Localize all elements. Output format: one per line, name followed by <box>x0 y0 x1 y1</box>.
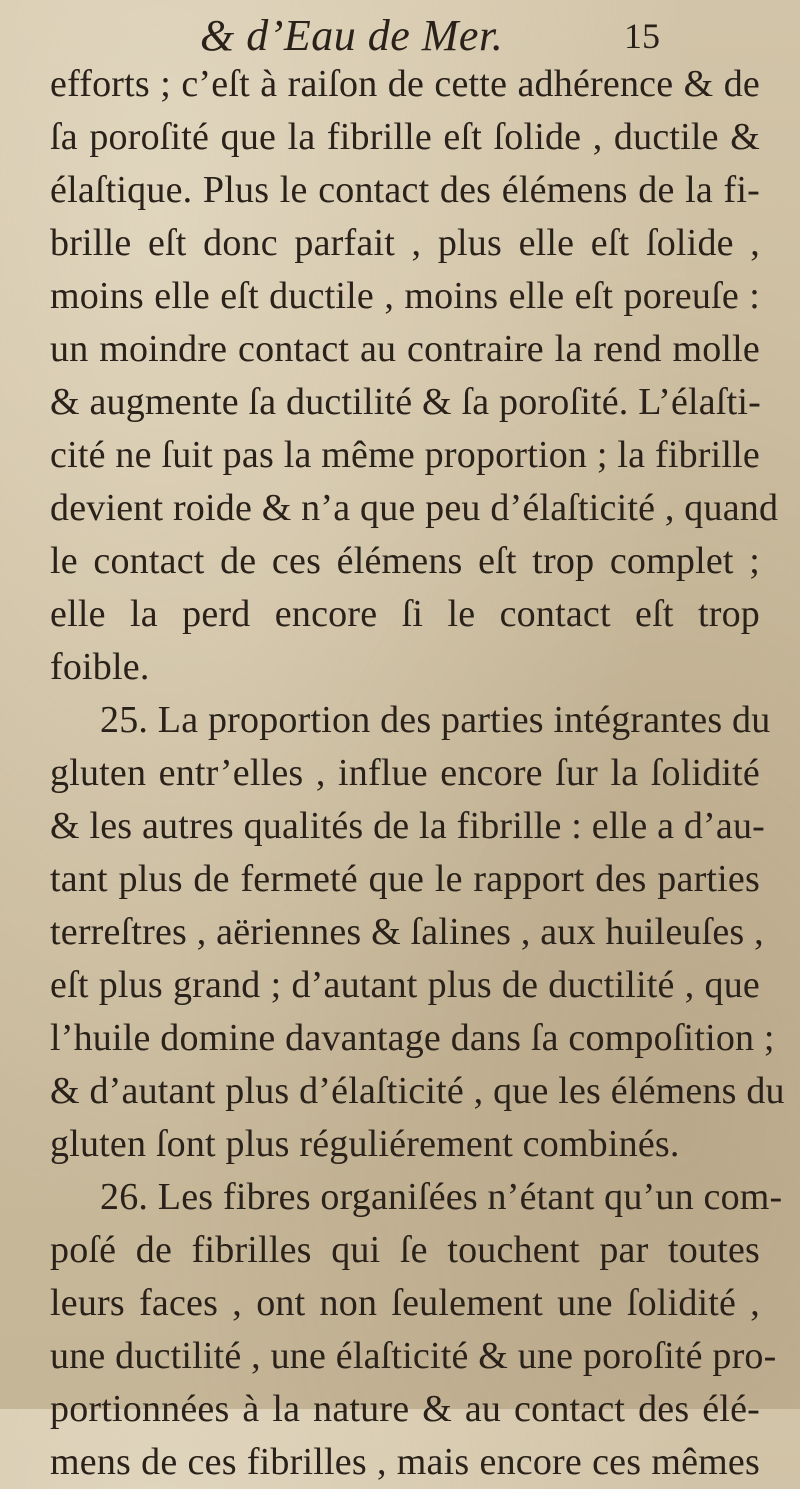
text-line: efforts ; c’eſt à raiſon de cette adhérence & de <box>50 63 760 105</box>
text-line: une ductilité , une élaſticité & une poroſité pro- <box>50 1335 777 1377</box>
text-line: elle la perd encore ſi le contact eſt trop <box>50 593 760 635</box>
text-line: poſé de fibrilles qui ſe touchent par toutes <box>50 1229 760 1271</box>
text-line: le contact de ces élémens eſt trop complet ; <box>50 540 760 582</box>
text-line: eſt plus grand ; d’autant plus de ductilité , que <box>50 964 760 1006</box>
text-line: un moindre contact au contraire la rend molle <box>50 328 760 370</box>
paragraph-26-start: 26. Les fibres organiſées n’étant qu’un com- <box>100 1176 783 1218</box>
text-line: élaſtique. Plus le contact des élémens de la fi- <box>50 169 760 211</box>
text-line: & augmente ſa ductilité & ſa poroſité. L’élaſti- <box>50 381 761 423</box>
text-line: tant plus de fermeté que le rapport des parties <box>50 858 760 900</box>
text-line: leurs faces , ont non ſeulement une ſolidité , <box>50 1282 760 1324</box>
text-line: gluten entr’elles , influe encore ſur la ſolidité <box>50 752 760 794</box>
running-title: & d’Eau de Mer. <box>200 11 504 60</box>
text-line: moins elle eſt ductile , moins elle eſt poreuſe : <box>50 275 760 317</box>
text-line: mens de ces fibrilles , mais encore ces mêmes <box>50 1441 760 1483</box>
paragraph-25-start: 25. La proportion des parties intégrantes du <box>100 699 771 741</box>
text-line: cité ne ſuit pas la même proportion ; la fibrille <box>50 434 760 476</box>
text-line: portionnées à la nature & au contact des élé- <box>50 1388 760 1430</box>
text-line: & d’autant plus d’élaſticité , que les élémens du <box>50 1070 785 1112</box>
text-line: & les autres qualités de la fibrille : elle a d’au- <box>50 805 766 847</box>
text-line: ſa poroſité que la fibrille eſt ſolide , ductile & <box>50 116 760 158</box>
running-head <box>200 10 680 62</box>
text-line: devient roide & n’a que peu d’élaſticité , quand <box>50 487 779 529</box>
text-line: l’huile domine davantage dans ſa compoſition ; <box>50 1017 775 1059</box>
text-line: foible. <box>50 646 150 688</box>
page-number: 15 <box>624 16 660 56</box>
body-text <box>50 58 785 1489</box>
text-line: gluten ſont plus réguliérement combinés. <box>50 1123 680 1165</box>
text-line: brille eſt donc parfait , plus elle eſt ſolide , <box>50 222 760 264</box>
text-line: terreſtres , aëriennes & ſalines , aux huileuſes , <box>50 911 764 953</box>
